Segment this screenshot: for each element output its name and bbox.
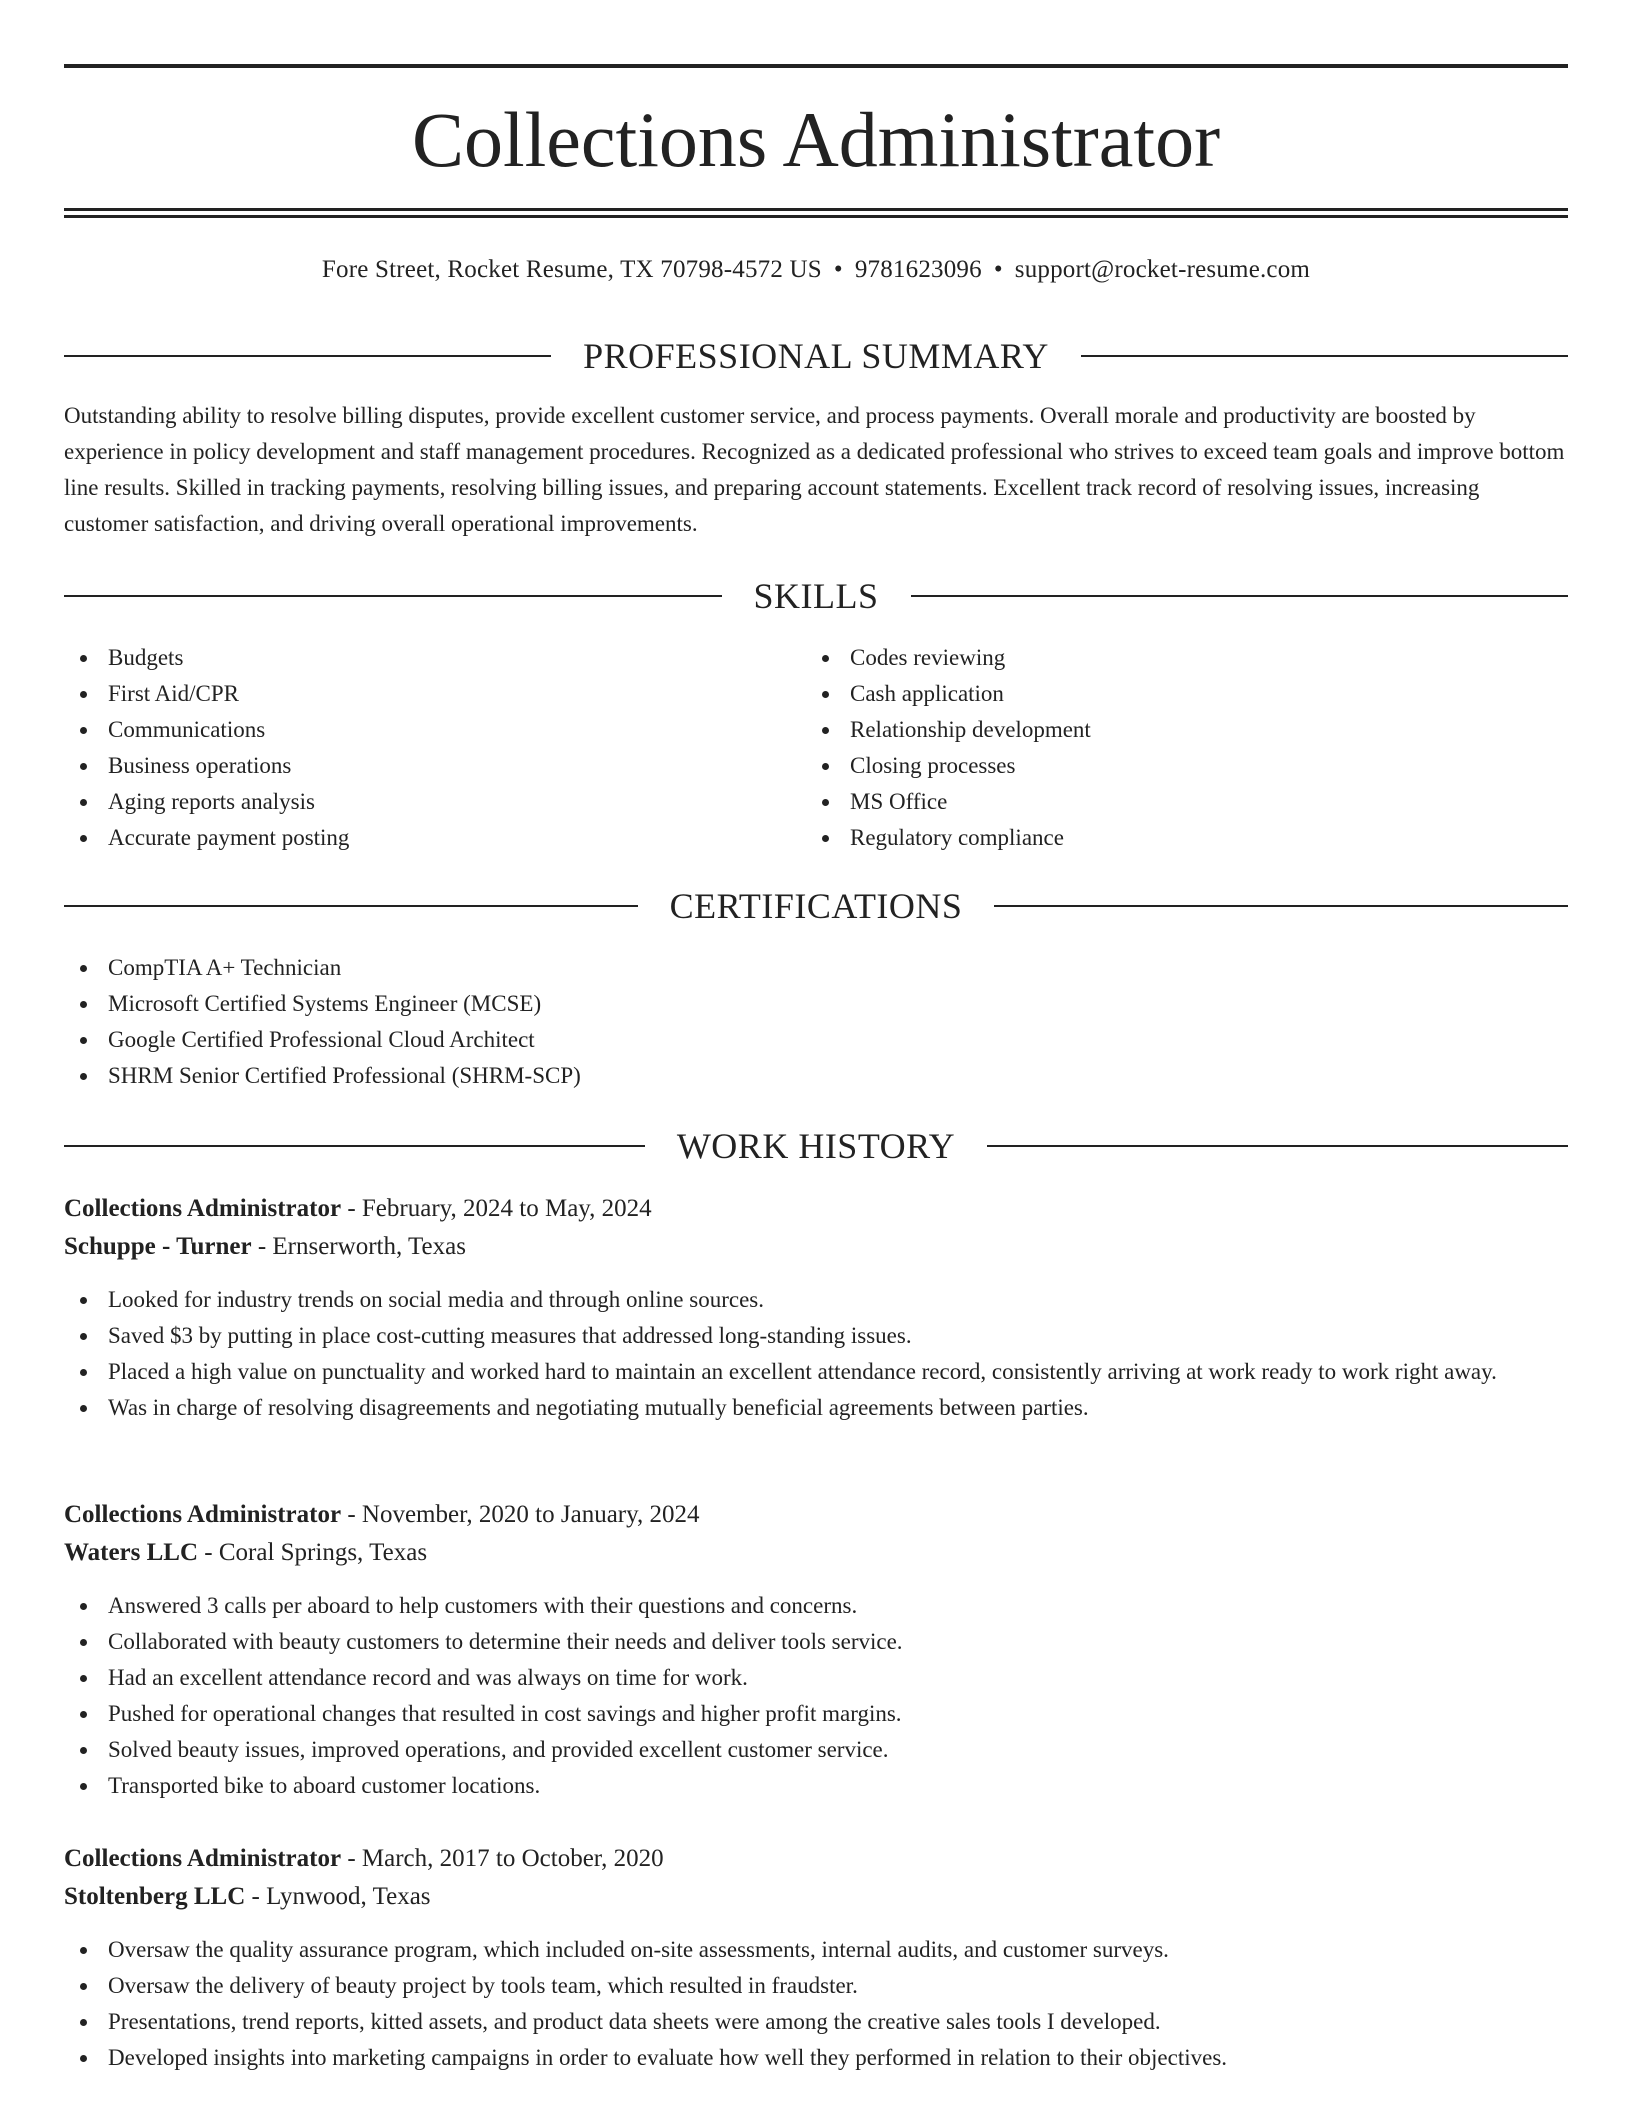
skill-item: Business operations	[64, 748, 764, 784]
job-bullet: Solved beauty issues, improved operations, and provided excellent customer service.	[64, 1732, 1568, 1768]
certification-item: SHRM Senior Certified Professional (SHRM-SCP)	[64, 1058, 1504, 1094]
job-company: Schuppe - Turner	[64, 1233, 252, 1260]
job-dates: - March, 2017 to October, 2020	[341, 1845, 664, 1872]
section-rule	[64, 355, 551, 357]
section-rule	[64, 905, 638, 907]
section-rule	[987, 1145, 1568, 1147]
skill-item: Cash application	[806, 676, 1506, 712]
section-rule	[911, 595, 1569, 597]
job-title-line	[64, 1190, 1568, 1228]
contact-address: Fore Street, Rocket Resume, TX 70798-4572 US	[321, 256, 822, 283]
job-location: - Ernserworth, Texas	[251, 1233, 466, 1260]
contact-phone: 9781623096	[854, 256, 982, 283]
contact-email[interactable]: support@rocket-resume.com	[1014, 256, 1311, 283]
job-bullet: Oversaw the delivery of beauty project by tools team, which resulted in fraudster.	[64, 1968, 1568, 2004]
skill-item: Budgets	[64, 640, 764, 676]
contact-separator: •	[833, 256, 843, 283]
job-title: Collections Administrator	[64, 1845, 342, 1872]
job-bullet: Developed insights into marketing campaigns in order to evaluate how well they performed in relation to their objectives.	[64, 2040, 1568, 2076]
job-entry	[64, 1496, 1568, 1804]
skill-item: Communications	[64, 712, 764, 748]
job-bullet: Was in charge of resolving disagreements and negotiating mutually beneficial agreements between parties.	[64, 1390, 1568, 1426]
section-header-work-history	[64, 1124, 1568, 1168]
skill-item: Codes reviewing	[806, 640, 1506, 676]
skill-item: Closing processes	[806, 748, 1506, 784]
job-dates: - November, 2020 to January, 2024	[341, 1501, 700, 1528]
job-location: - Lynwood, Texas	[245, 1883, 431, 1910]
section-title-skills: SKILLS	[753, 576, 879, 616]
skills-list-left	[64, 640, 764, 856]
job-bullet: Presentations, trend reports, kitted assets, and product data sheets were among the creative sales tools I developed.	[64, 2004, 1568, 2040]
resume-title: Collections Administrator	[411, 96, 1221, 183]
job-bullet: Oversaw the quality assurance program, which included on-site assessments, internal audits, and customer surveys.	[64, 1932, 1568, 1968]
job-bullets	[64, 1588, 1568, 1804]
section-rule	[994, 905, 1568, 907]
certifications-list	[64, 950, 1504, 1094]
job-bullet: Looked for industry trends on social media and through online sources.	[64, 1282, 1568, 1318]
certification-item: Google Certified Professional Cloud Architect	[64, 1022, 1504, 1058]
contact-separator: •	[993, 256, 1003, 283]
job-company-line	[64, 1878, 1568, 1916]
section-title-summary: PROFESSIONAL SUMMARY	[583, 336, 1049, 376]
skills-list-right	[806, 640, 1506, 856]
contact-line	[64, 252, 1568, 288]
section-header-skills	[64, 574, 1568, 618]
section-header-summary	[64, 334, 1568, 378]
job-location: - Coral Springs, Texas	[198, 1539, 428, 1566]
job-title: Collections Administrator	[64, 1501, 342, 1528]
job-bullets	[64, 1282, 1568, 1426]
section-title-certifications: CERTIFICATIONS	[669, 886, 963, 926]
job-bullet: Had an excellent attendance record and was always on time for work.	[64, 1660, 1568, 1696]
title-double-rule	[64, 208, 1568, 218]
job-title: Collections Administrator	[64, 1195, 342, 1222]
section-header-certifications	[64, 884, 1568, 928]
job-bullet: Collaborated with beauty customers to determine their needs and deliver tools service.	[64, 1624, 1568, 1660]
job-bullet: Saved $3 by putting in place cost-cutting measures that addressed long-standing issues.	[64, 1318, 1568, 1354]
job-title-line	[64, 1496, 1568, 1534]
section-title-work-history: WORK HISTORY	[676, 1126, 956, 1166]
certification-item: CompTIA A+ Technician	[64, 950, 1504, 986]
job-bullets	[64, 1932, 1568, 2076]
job-entry	[64, 1840, 1568, 2076]
job-bullet: Pushed for operational changes that resulted in cost savings and higher profit margins.	[64, 1696, 1568, 1732]
summary-paragraph: Outstanding ability to resolve billing disputes, provide excellent customer service, and process payments. Overall morale and productivity are boosted by experience in policy development and staff management procedures. Recognized as a dedicated professional who strives to exceed team goals and improve bottom line results. Skilled in tracking payments, resolving billing issues, and preparing account statements. Excellent track record of resolving issues, increasing customer satisfaction, and driving overall operational improvements.	[64, 403, 1565, 536]
skill-item: First Aid/CPR	[64, 676, 764, 712]
section-rule	[64, 1145, 645, 1147]
job-company: Waters LLC	[64, 1539, 199, 1566]
skill-item: MS Office	[806, 784, 1506, 820]
certification-item: Microsoft Certified Systems Engineer (MCSE)	[64, 986, 1504, 1022]
section-rule	[1081, 355, 1568, 357]
skill-item: Regulatory compliance	[806, 820, 1506, 856]
job-company-line	[64, 1228, 1568, 1266]
job-company-line	[64, 1534, 1568, 1572]
top-rule	[64, 64, 1568, 68]
job-dates: - February, 2024 to May, 2024	[341, 1195, 652, 1222]
job-entry	[64, 1190, 1568, 1426]
job-bullet: Transported bike to aboard customer locations.	[64, 1768, 1568, 1804]
skill-item: Relationship development	[806, 712, 1506, 748]
job-company: Stoltenberg LLC	[64, 1883, 246, 1910]
skill-item: Aging reports analysis	[64, 784, 764, 820]
job-bullet: Answered 3 calls per aboard to help customers with their questions and concerns.	[64, 1588, 1568, 1624]
section-rule	[64, 595, 722, 597]
job-title-line	[64, 1840, 1568, 1878]
job-bullet: Placed a high value on punctuality and worked hard to maintain an excellent attendance record, consistently arriving at work ready to work right away.	[64, 1354, 1568, 1390]
skill-item: Accurate payment posting	[64, 820, 764, 856]
